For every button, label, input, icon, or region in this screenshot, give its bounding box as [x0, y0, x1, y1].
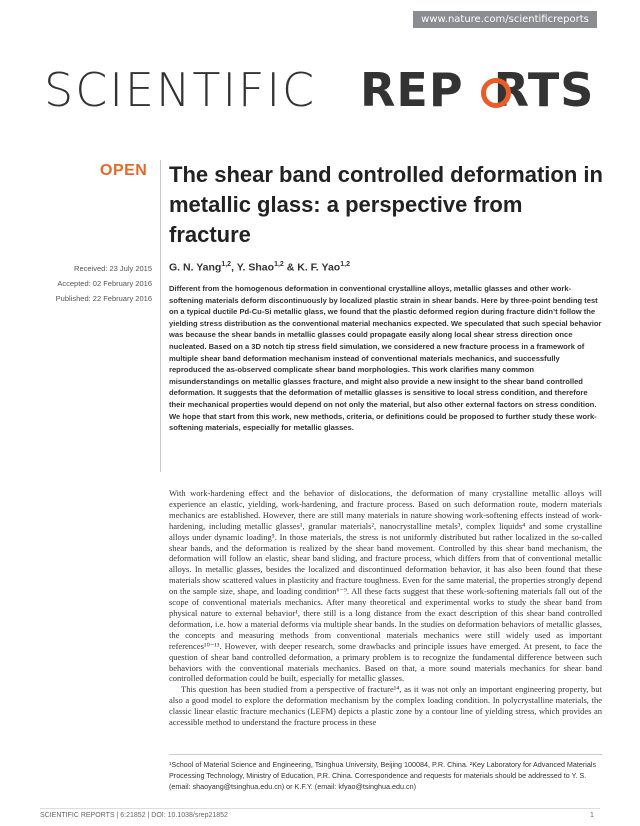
- masthead-rts: RTS: [493, 63, 595, 117]
- author-name[interactable]: K. F. Yao: [297, 261, 341, 274]
- left-divider: [160, 160, 161, 472]
- author-name[interactable]: G. N. Yang: [169, 261, 222, 274]
- open-access-label: OPEN: [100, 162, 148, 179]
- article-body: [169, 488, 602, 728]
- masthead-gear-logo-icon: [481, 78, 511, 108]
- author-affiliation: 1,2: [274, 261, 284, 268]
- footnote-divider: [169, 754, 602, 755]
- footer-citation: | 6:21852 | DOI: 10.1038/srep21852: [114, 812, 228, 819]
- page-footer: [40, 812, 228, 819]
- author-name[interactable]: Y. Shao: [236, 261, 275, 274]
- author-affiliation: 1,2: [340, 261, 350, 268]
- footer-journal: SCIENTIFIC REPORTS: [40, 812, 115, 819]
- article-dates: [40, 261, 152, 306]
- received-date: Received: 23 July 2015: [74, 264, 152, 273]
- body-paragraph: With work-hardening effect and the behavior of dislocations, the deformation of many crystalline metallic alloys will experience an elastic, yielding, work-hardening, and fracture process. Based on such deformation route, modern materials mechanics are established. However, there are still many materials in nature showing work-softening effects instead of work-hardening, including metallic glasses¹, granular materials², nanocrystalline metals³, complex liquids⁴ and some crystalline alloys under dynamic loading⁵. In those materials, the stress is not uniformly distributed but rather localized in the so-called shear bands, and the deformation is realized by the shear band movement. Controlled by this shear band mechanism, the deformation will follow an elastic, shear band sliding, and fracture process, which differs from that of conventional metallic alloys. In metallic glasses, besides the localized and discontinued deformation behavior, it has also been found that these materials show scattered values in plasticity and fracture toughness. Even for the same material, the properties strongly depend on the sample size, shape, and loading condition⁶⁻⁹. All these facts suggest that these work-softening materials fall out of the scope of conventional materials mechanics. After many theoretical and experimental works to study the shear band from physical nature to external behavior¹, there still is a long distance from the exact description of this shear band controlled deformation, i.e. how a material deforms via multiple shear bands. In the studies on deformation behaviors of metallic glasses, the concepts and measuring methods from conventional materials mechanics were still widely used as important references¹⁰⁻¹³. However, with deeper research, some drawbacks and principle issues have emerged. At present, to face the question of shear band controlled deformation, a primary problem is to recognize the fundamental difference between such behaviors with the conventional materials mechanics. Based on that, a more sound materials mechanics for shear band controlled deformation could be built, especially for metallic glasses.: [169, 488, 602, 684]
- masthead-rep: REP: [360, 63, 464, 117]
- abstract: Different from the homogenous deformation in conventional crystalline alloys, metallic glasses and other work-softening materials deform discontinuously by localized plastic strain in shear bands. Here by three-point bending test on a typical ductile Pd-Cu-Si metallic glass, we found that the plastic deformed region during fracture didn’t follow the yielding stress distribution as the conventional material mechanics expected. We speculated that such special behavior was because the shear bands in metallic glasses could propagate easily along local shear stress direction once nucleated. Based on a 3D notch tip stress field simulation, we considered a new fracture process in a framework of multiple shear band deformation mechanism instead of conventional materials mechanics, and successfully reproduced the as-observed complicate shear band morphologies. This work clarifies many common misunderstandings on metallic glasses fracture, and might also provide a new insight to the shear band controlled deformation. It suggests that the deformation of metallic glasses is sensitive to local stress condition, and therefore their mechanical properties would depend on not only the material, but also other external factors on stress condition. We hope that start from this work, new methods, criteria, or definitions could be proposed to further study these work-softening materials, especially for metallic glasses.: [169, 284, 602, 433]
- published-date: Published: 22 February 2016: [55, 294, 152, 303]
- article-title: The shear band controlled deformation in metallic glass: a perspective from fracture: [169, 162, 603, 247]
- page-number: 1: [590, 812, 594, 819]
- journal-url-badge[interactable]: www.nature.com/scientificreports: [413, 11, 597, 28]
- masthead-reports: [360, 64, 594, 116]
- accepted-date: Accepted: 02 February 2016: [57, 279, 152, 288]
- masthead-scientific: SCIENTIFIC: [44, 63, 317, 117]
- journal-masthead: [44, 64, 604, 116]
- author-affiliation: 1,2: [221, 261, 232, 268]
- footer-divider: [40, 808, 600, 809]
- affiliation-footnote: ¹School of Material Science and Engineering, Tsinghua University, Beijing 100084, P.R. China. ²Key Laboratory for Advanced Materials Processing Technology, Ministry of Education, P.R. China. Correspondence and requests for materials should be addressed to Y. S. (email: shaoyang@tsinghua.edu.cn) or K.F.Y. (email: kfyao@tsinghua.edu.cn): [169, 760, 597, 791]
- body-paragraph: This question has been studied from a perspective of fracture¹⁴, as it was not only an important engineering property, but also a good model to explore the deformation mechanism by the complex loading condition. In polycrystalline materials, the classic linear elastic fracture mechanics (LEFM) depicts a plastic zone by a contour line of yielding stress, which provides an accessible method to understand the fracture process in these: [169, 684, 602, 728]
- author-list: G. N. Yang$^{1,2}$, Y. Shao$^{1,2}$ & K. F. Yao$^{1,2}$: [169, 261, 350, 274]
